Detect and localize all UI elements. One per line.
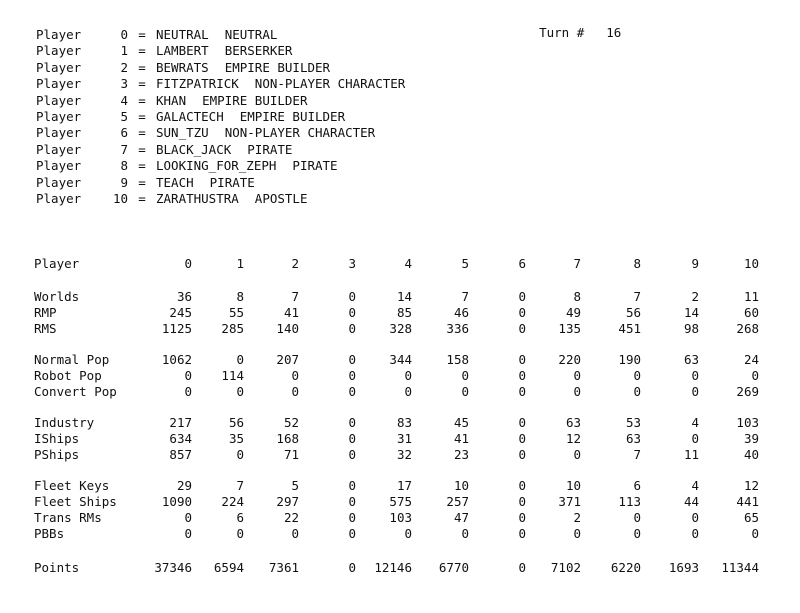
stat-cell: 0 [236, 447, 244, 462]
stat-cell: 0 [633, 384, 641, 399]
stat-cell: 220 [558, 352, 581, 367]
stat-cell: 7 [236, 478, 244, 493]
player-label: Player [36, 59, 82, 75]
row-label: IShips [34, 431, 80, 446]
stat-cell: 39 [743, 431, 759, 446]
stat-cell: 103 [389, 510, 412, 525]
stat-cell: 217 [169, 415, 192, 430]
stat-cell: 37346 [154, 560, 192, 575]
player-number: 10 [112, 190, 128, 206]
equals-sign: = [138, 108, 146, 124]
table-row [30, 352, 759, 368]
group-spacer [30, 400, 759, 415]
stat-cell: 63 [683, 352, 699, 367]
player-name: FITZPATRICK [156, 76, 239, 92]
player-line [36, 27, 405, 43]
equals-sign: = [138, 43, 146, 59]
stat-cell: 257 [446, 494, 469, 509]
stat-cell: 0 [518, 305, 526, 320]
column-header: 9 [691, 256, 699, 271]
stat-cell: 6 [236, 510, 244, 525]
stat-cell: 0 [633, 368, 641, 383]
stat-cell: 63 [625, 431, 641, 446]
table-row [30, 415, 759, 431]
stat-cell: 0 [518, 368, 526, 383]
stat-cell: 113 [618, 494, 641, 509]
stat-cell: 0 [291, 526, 299, 541]
stat-cell: 63 [565, 415, 581, 430]
equals-sign: = [138, 27, 146, 42]
player-number: 2 [120, 59, 128, 75]
stat-cell: 857 [169, 447, 192, 462]
stat-cell: 35 [228, 431, 244, 446]
stat-cell: 8 [573, 289, 581, 304]
turn-indicator [524, 10, 621, 40]
stat-cell: 0 [348, 526, 356, 541]
player-line [36, 125, 405, 141]
stat-cell: 0 [691, 368, 699, 383]
player-label: Player [36, 158, 82, 174]
stat-cell: 441 [736, 494, 759, 509]
spacer-cell [30, 274, 759, 289]
player-name: BLACK_JACK [156, 141, 232, 157]
stat-cell: 0 [518, 560, 526, 575]
stat-cell: 0 [573, 384, 581, 399]
stat-cell: 31 [396, 431, 412, 446]
player-label: Player [36, 174, 82, 190]
stat-cell: 0 [573, 526, 581, 541]
stat-cell: 0 [348, 510, 356, 525]
column-header: 5 [461, 256, 469, 271]
row-label: PBBs [34, 526, 65, 541]
column-header: 6 [518, 256, 526, 271]
stat-cell: 24 [743, 352, 759, 367]
stat-cell: 245 [169, 305, 192, 320]
player-type: PIRATE [209, 174, 255, 190]
stat-cell: 1062 [161, 352, 192, 367]
player-line [36, 60, 405, 76]
stat-cell: 0 [633, 510, 641, 525]
stat-cell: 60 [743, 305, 759, 320]
player-type: EMPIRE BUILDER [239, 108, 346, 124]
player-number: 1 [120, 43, 128, 59]
stat-cell: 6 [633, 478, 641, 493]
player-name: BEWRATS [156, 59, 209, 75]
equals-sign: = [138, 125, 146, 141]
stat-cell: 8 [236, 289, 244, 304]
stat-cell: 4 [691, 478, 699, 493]
equals-sign: = [138, 141, 146, 157]
stat-cell: 336 [446, 321, 469, 336]
stat-cell: 103 [736, 415, 759, 430]
stat-cell: 0 [518, 352, 526, 367]
equals-sign: = [138, 174, 146, 190]
stat-cell: 0 [291, 368, 299, 383]
stat-cell: 22 [283, 510, 299, 525]
player-label: Player [36, 125, 82, 141]
stat-cell: 168 [276, 431, 299, 446]
stat-cell: 6770 [438, 560, 469, 575]
stat-cell: 0 [184, 368, 192, 383]
row-label: Normal Pop [34, 352, 110, 367]
stat-cell: 269 [736, 384, 759, 399]
stat-cell: 0 [348, 478, 356, 493]
stat-cell: 36 [176, 289, 192, 304]
stat-cell: 0 [184, 510, 192, 525]
stat-cell: 4 [691, 415, 699, 430]
stat-cell: 6220 [610, 560, 641, 575]
header-label: Player [34, 256, 80, 271]
player-line [36, 109, 405, 125]
player-number: 8 [120, 158, 128, 174]
player-type: NON-PLAYER CHARACTER [224, 125, 376, 141]
group-spacer [30, 542, 759, 560]
stat-cell: 0 [461, 368, 469, 383]
player-number: 0 [120, 27, 128, 42]
stat-cell: 190 [618, 352, 641, 367]
player-type: PIRATE [247, 141, 293, 157]
stat-cell: 7361 [268, 560, 299, 575]
row-label: Fleet Ships [34, 494, 117, 509]
player-label: Player [36, 190, 82, 206]
stat-cell: 0 [348, 321, 356, 336]
player-type: PIRATE [292, 158, 338, 174]
stat-cell: 14 [683, 305, 699, 320]
stat-cell: 0 [518, 289, 526, 304]
equals-sign: = [138, 59, 146, 75]
stat-cell: 6594 [213, 560, 244, 575]
column-header: 3 [348, 256, 356, 271]
stat-cell: 371 [558, 494, 581, 509]
stat-cell: 0 [404, 368, 412, 383]
table-row [30, 560, 759, 576]
stat-cell: 0 [348, 560, 356, 575]
stat-cell: 44 [683, 494, 699, 509]
column-header: 1 [236, 256, 244, 271]
stat-cell: 7 [633, 289, 641, 304]
stat-cell: 7 [633, 447, 641, 462]
table-row [30, 447, 759, 463]
stat-cell: 0 [348, 289, 356, 304]
stat-cell: 0 [691, 431, 699, 446]
stat-cell: 10 [453, 478, 469, 493]
stat-cell: 83 [396, 415, 412, 430]
stat-cell: 45 [453, 415, 469, 430]
player-type: NEUTRAL [224, 27, 278, 42]
spacer-cell [30, 337, 759, 352]
table-row [30, 384, 759, 400]
stat-cell: 0 [751, 368, 759, 383]
column-header: 8 [633, 256, 641, 271]
stat-cell: 0 [691, 510, 699, 525]
player-line [36, 93, 405, 109]
stat-cell: 0 [348, 494, 356, 509]
stat-cell: 634 [169, 431, 192, 446]
row-label: RMP [34, 305, 57, 320]
player-label: Player [36, 27, 82, 42]
player-type: APOSTLE [254, 190, 308, 206]
column-header: 4 [404, 256, 412, 271]
equals-sign: = [138, 158, 146, 174]
stats-body [30, 274, 759, 576]
player-number: 6 [120, 125, 128, 141]
player-name: SUN_TZU [156, 125, 209, 141]
stats-table [30, 254, 759, 576]
stat-cell: 40 [743, 447, 759, 462]
stat-cell: 7102 [550, 560, 581, 575]
player-type: NON-PLAYER CHARACTER [254, 76, 406, 92]
stat-cell: 0 [184, 384, 192, 399]
row-label: Fleet Keys [34, 478, 110, 493]
stat-cell: 2 [573, 510, 581, 525]
stat-cell: 0 [184, 526, 192, 541]
stat-cell: 0 [348, 305, 356, 320]
stat-cell: 12146 [374, 560, 412, 575]
stat-cell: 41 [453, 431, 469, 446]
column-header: 7 [573, 256, 581, 271]
player-name: KHAN [156, 92, 187, 108]
stat-cell: 0 [573, 447, 581, 462]
player-number: 3 [120, 76, 128, 92]
stat-cell: 0 [691, 526, 699, 541]
table-row [30, 526, 759, 542]
stat-cell: 12 [565, 431, 581, 446]
stat-cell: 0 [518, 510, 526, 525]
stat-cell: 1693 [668, 560, 699, 575]
stat-cell: 0 [348, 368, 356, 383]
player-number: 4 [120, 92, 128, 108]
stat-cell: 14 [396, 289, 412, 304]
stat-cell: 135 [558, 321, 581, 336]
stat-cell: 65 [743, 510, 759, 525]
table-row [30, 431, 759, 447]
stat-cell: 0 [348, 431, 356, 446]
stat-cell: 49 [565, 305, 581, 320]
stat-cell: 98 [683, 321, 699, 336]
stat-cell: 0 [573, 368, 581, 383]
stat-cell: 11 [743, 289, 759, 304]
player-label: Player [36, 141, 82, 157]
player-label: Player [36, 92, 82, 108]
column-header: 10 [743, 256, 759, 271]
stat-cell: 1090 [161, 494, 192, 509]
player-name: ZARATHUSTRA [156, 190, 239, 206]
table-row [30, 289, 759, 305]
table-row [30, 368, 759, 384]
player-name: LAMBERT [156, 43, 209, 59]
stat-cell: 451 [618, 321, 641, 336]
stat-cell: 0 [236, 526, 244, 541]
stat-cell: 0 [518, 431, 526, 446]
stat-cell: 85 [396, 305, 412, 320]
player-name: TEACH [156, 174, 194, 190]
stat-cell: 0 [404, 384, 412, 399]
group-spacer [30, 463, 759, 478]
stat-cell: 11344 [721, 560, 759, 575]
stat-cell: 12 [743, 478, 759, 493]
stat-cell: 52 [283, 415, 299, 430]
stat-cell: 7 [291, 289, 299, 304]
group-spacer [30, 274, 759, 289]
stat-cell: 0 [348, 384, 356, 399]
stat-cell: 268 [736, 321, 759, 336]
stat-cell: 47 [453, 510, 469, 525]
player-name: LOOKING_FOR_ZEPH [156, 158, 277, 174]
table-row [30, 494, 759, 510]
stat-cell: 71 [283, 447, 299, 462]
stat-cell: 0 [518, 321, 526, 336]
stat-cell: 0 [461, 384, 469, 399]
row-label: Points [34, 560, 80, 575]
row-label: Convert Pop [34, 384, 117, 399]
stat-cell: 575 [389, 494, 412, 509]
stat-cell: 41 [283, 305, 299, 320]
stat-cell: 53 [625, 415, 641, 430]
column-header: 0 [184, 256, 192, 271]
stat-cell: 0 [348, 415, 356, 430]
player-label: Player [36, 43, 82, 59]
table-row [30, 478, 759, 494]
stat-cell: 29 [176, 478, 192, 493]
player-line [36, 76, 405, 92]
stat-cell: 140 [276, 321, 299, 336]
stat-cell: 0 [518, 526, 526, 541]
stat-cell: 0 [291, 384, 299, 399]
stat-cell: 0 [404, 526, 412, 541]
player-type: BERSERKER [224, 43, 293, 59]
stat-cell: 0 [518, 494, 526, 509]
stat-cell: 46 [453, 305, 469, 320]
equals-sign: = [138, 190, 146, 206]
turn-label: Turn # [539, 25, 585, 40]
row-label: Industry [34, 415, 95, 430]
row-label: Trans RMs [34, 510, 102, 525]
stat-cell: 0 [633, 526, 641, 541]
stat-cell: 0 [518, 447, 526, 462]
stat-cell: 0 [236, 352, 244, 367]
stat-cell: 297 [276, 494, 299, 509]
stat-cell: 285 [221, 321, 244, 336]
stat-cell: 0 [518, 415, 526, 430]
player-line [36, 142, 405, 158]
player-number: 9 [120, 174, 128, 190]
player-label: Player [36, 108, 82, 124]
stat-cell: 32 [396, 447, 412, 462]
stat-cell: 56 [228, 415, 244, 430]
spacer-cell [30, 400, 759, 415]
player-name: GALACTECH [156, 108, 224, 124]
stat-cell: 114 [221, 368, 244, 383]
player-number: 7 [120, 141, 128, 157]
stats-header-row [30, 254, 759, 274]
stat-cell: 207 [276, 352, 299, 367]
stat-cell: 0 [518, 478, 526, 493]
table-row [30, 305, 759, 321]
stat-cell: 0 [461, 526, 469, 541]
turn-value: 16 [606, 25, 622, 40]
row-label: RMS [34, 321, 57, 336]
row-label: Robot Pop [34, 368, 102, 383]
stat-cell: 0 [236, 384, 244, 399]
stat-cell: 5 [291, 478, 299, 493]
player-type: EMPIRE BUILDER [224, 59, 331, 75]
player-line [36, 191, 405, 207]
group-spacer [30, 337, 759, 352]
player-type: EMPIRE BUILDER [202, 92, 308, 108]
stat-cell: 7 [461, 289, 469, 304]
stat-cell: 0 [751, 526, 759, 541]
table-row [30, 321, 759, 337]
player-line [36, 175, 405, 191]
stat-cell: 55 [228, 305, 244, 320]
stat-cell: 0 [518, 384, 526, 399]
stat-cell: 11 [683, 447, 699, 462]
stat-cell: 328 [389, 321, 412, 336]
stat-cell: 224 [221, 494, 244, 509]
stat-cell: 158 [446, 352, 469, 367]
column-header: 2 [291, 256, 299, 271]
stat-cell: 17 [396, 478, 412, 493]
stat-cell: 56 [625, 305, 641, 320]
player-roster [36, 27, 405, 207]
spacer-cell [30, 463, 759, 478]
stat-cell: 0 [348, 447, 356, 462]
player-line [36, 43, 405, 59]
stat-cell: 2 [691, 289, 699, 304]
stat-cell: 23 [453, 447, 469, 462]
equals-sign: = [138, 76, 146, 92]
row-label: Worlds [34, 289, 80, 304]
equals-sign: = [138, 92, 146, 108]
player-line [36, 158, 405, 174]
stat-cell: 0 [348, 352, 356, 367]
stat-cell: 10 [565, 478, 581, 493]
row-label: PShips [34, 447, 80, 462]
stat-cell: 0 [691, 384, 699, 399]
stat-cell: 1125 [161, 321, 192, 336]
spacer-cell [30, 542, 759, 560]
stat-cell: 344 [389, 352, 412, 367]
player-label: Player [36, 76, 82, 92]
player-name: NEUTRAL [156, 27, 209, 42]
table-row [30, 510, 759, 526]
player-number: 5 [120, 108, 128, 124]
